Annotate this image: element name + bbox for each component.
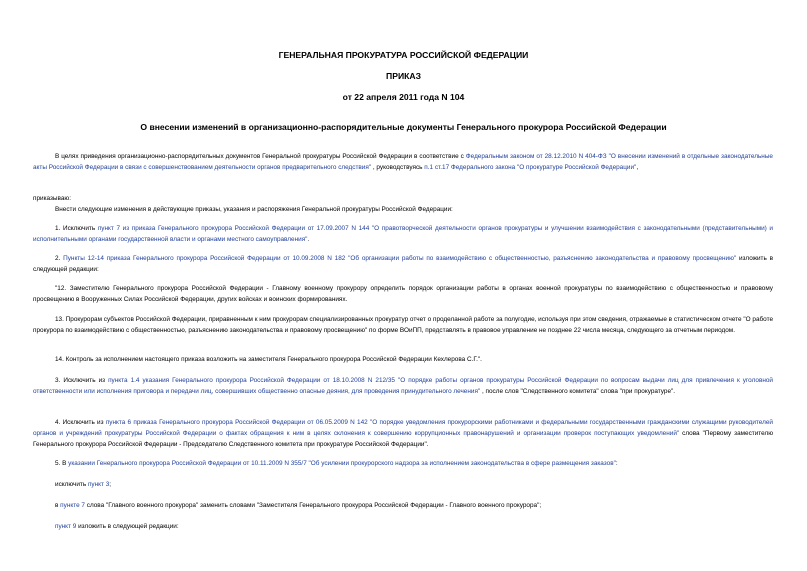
sub-item-replace	[33, 500, 773, 511]
intro-paragraph: Внести следующие изменения в действующие приказы, указания и распоряжения Генеральной прокуратуры Российской Федерации:	[55, 206, 453, 213]
order-182-link[interactable]: Пункты 12-14 приказа Генерального прокурора Российской Федерации от 10.09.2008 N 182 "Об организации работы по взаимодействию с общественностью, разъяснению законодательства и правовому просвещению"	[63, 255, 737, 262]
order-word: приказываю:	[33, 195, 71, 202]
item-5-text-1: 5. В	[55, 460, 69, 467]
sub-a-text-1: исключить	[55, 481, 88, 488]
document-date: от 22 апреля 2011 года N 104	[342, 92, 465, 102]
item-3-text-2: , после слов "Следственного комитета" слова "при прокуратуре".	[480, 388, 676, 395]
preamble-text-3: ,	[636, 164, 639, 171]
instruction-212-35-link[interactable]: пункта 1.4 указания Генерального прокурора Российской Федерации от 18.10.2008 N 212/35 "О порядке работы органов прокуратуры Российской Федерации по вопросам выдачи лиц для привлечения к уголовной ответственности или исполнения приговора и передачи лиц, совершивших общественно опасные деяния, для проведения принудительного лечения"	[33, 377, 773, 395]
item-2-paragraph	[33, 253, 773, 275]
item-1-text-2: .	[307, 236, 310, 243]
federal-law-404-link[interactable]: Федеральным законом от 28.12.2010 N 404-ФЗ "О внесении изменений в отдельные законодательные акты Российской Федерации в связи с совершенствованием деятельности органов предварительного следствия"	[33, 153, 773, 171]
item-2-text-1: 2.	[55, 255, 64, 262]
sub-b-text-2: слова "Главного военного прокурора" заменить словами "Заместителя Генерального прокурора Российской Федерации - Главного военного прокурора";	[84, 502, 542, 509]
item-4-text-1: 4. Исключить из	[55, 419, 106, 426]
item-5-text-2: :	[615, 460, 618, 467]
item-1-text-1: 1. Исключить	[55, 225, 98, 232]
point-3-link[interactable]: пункт 3	[87, 481, 110, 488]
instruction-355-7-link[interactable]: указании Генерального прокурора Российской Федерации от 10.11.2009 N 355/7 "Об усилении прокурорского надзора за исполнением законодательства в сфере размещения заказов"	[68, 460, 616, 467]
sub-item-restate	[33, 521, 773, 532]
preamble-text-1: В целях приведения организационно-распорядительных документов Генеральной прокуратуры Российской Федерации в соответствие с	[55, 153, 466, 160]
item-2-text-2: изложить в следующей редакции:	[33, 255, 773, 273]
order-144-link[interactable]: пункт 7 из приказа Генерального прокурора Российской Федерации от 17.09.2007 N 144 "О правотворческой деятельности органов прокуратуры и улучшении взаимодействия с законодательными (представительными) и исполнительными органами государственной власти и органами местного самоуправления"	[33, 225, 773, 243]
point-9-link[interactable]: пункт 9	[55, 523, 77, 530]
point-7-link[interactable]: пункте 7	[60, 502, 85, 509]
prosecutor-law-link[interactable]: п.1 ст.17 Федерального закона "О прокуратуре Российской Федерации"	[424, 164, 637, 171]
document-type: ПРИКАЗ	[386, 71, 421, 81]
item-3-text-1: 3. Исключить из	[55, 377, 109, 384]
quote-item-12: "12. Заместителю Генерального прокурора Российской Федерации - Главному военному прокурору определить порядок организации работы в органах военной прокуратуры по взаимодействию с общественностью и правовому просвещению в Вооруженных Силах Российской Федерации, других войсках и воинских формированиях.	[33, 285, 773, 303]
preamble-text-2: , руководствуясь	[371, 164, 425, 171]
item-4-paragraph	[33, 417, 773, 450]
preamble-paragraph	[33, 151, 773, 173]
item-5-paragraph	[33, 458, 773, 469]
sub-a-text-2: ;	[109, 481, 112, 488]
quote-item-14: 14. Контроль за исполнением настоящего приказа возложить на заместителя Генерального прокурора Российской Федерации Кехлерова С.Г.".	[55, 356, 482, 363]
item-1-paragraph	[33, 223, 773, 245]
order-142-link[interactable]: пункта 6 приказа Генерального прокурора Российской Федерации от 06.05.2009 N 142 "О порядке уведомления прокурорскими работниками и федеральными государственными гражданскими служащими руководителей органов и учреждений прокуратуры Российской Федерации о фактах обращения к ним в целях склонения к совершению коррупционных правонарушений и организации проверок поступающих уведомлений"	[33, 419, 773, 437]
item-4-text-2: слова "Первому заместителю Генерального прокурора Российской Федерации - Председателю Следственного комитета при прокуратуре Российской Федерации".	[33, 430, 773, 448]
sub-c-text-2: изложить в следующей редакции:	[76, 523, 179, 530]
organization-title: ГЕНЕРАЛЬНАЯ ПРОКУРАТУРА РОССИЙСКОЙ ФЕДЕРАЦИИ	[278, 50, 529, 60]
quote-item-13: 13. Прокурорам субъектов Российской Федерации, приравненным к ним прокурорам специализированных прокуратур отчет о проделанной работе за полугодие, используя при этом сведения, отражаемые в статистическом отчете "О работе прокурора по взаимодействию с общественностью, разъяснению законодательства и правовому просвещению" по форме ВОиПП, представлять в правовое управление не позднее 22 числа месяца, следующего за отчетным периодом.	[33, 316, 773, 334]
document-subject: О внесении изменений в организационно-распорядительные документы Генерального прокурора Российской Федерации	[140, 122, 667, 132]
sub-item-exclude	[33, 479, 773, 490]
sub-b-text-1: в	[55, 502, 61, 509]
item-3-paragraph	[33, 375, 773, 397]
